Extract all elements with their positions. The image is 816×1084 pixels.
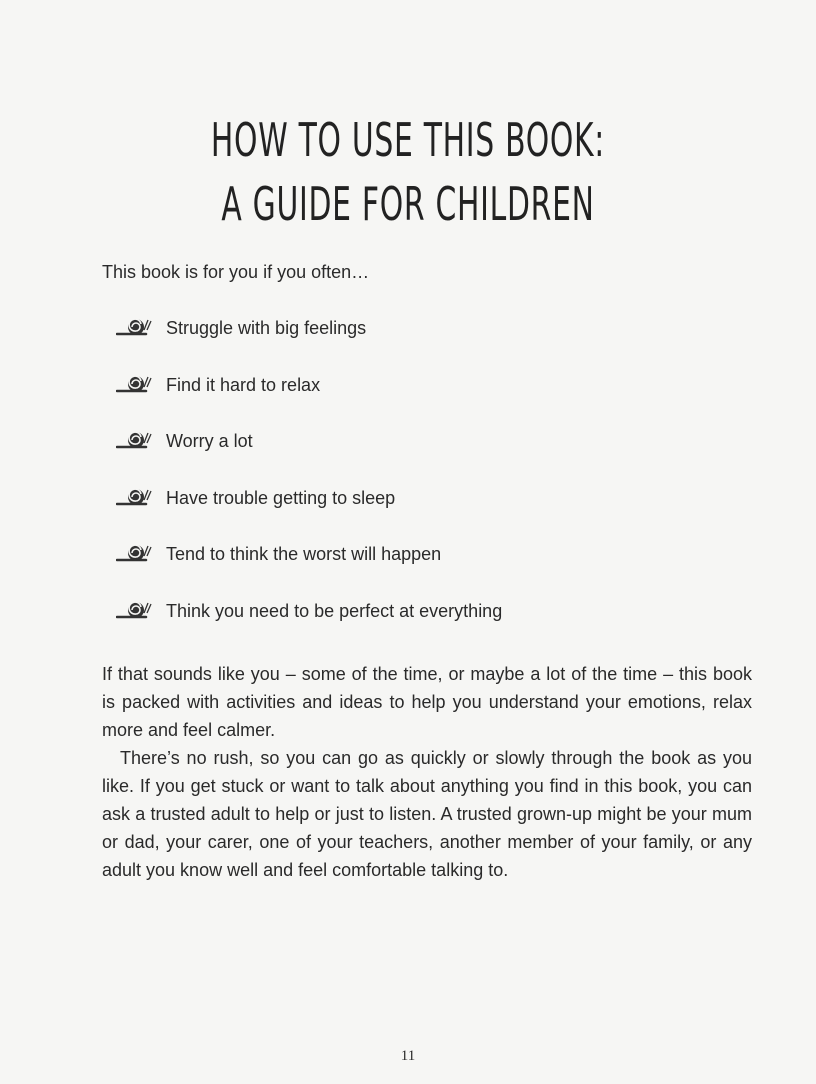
list-item	[116, 318, 502, 375]
intro-text: This book is for you if you often…	[102, 262, 370, 282]
list-item	[116, 375, 502, 432]
paragraph: There’s no rush, so you can go as quickly or slowly through the book as you like. If you get stuck or want to talk about anything you find in this book, you can ask a trusted adult to help or just to listen. A trusted grown-up might be your mum or dad, your carer, one of your teachers, another member of your family, or any adult you know well and feel comfortable talking to.	[102, 748, 752, 880]
list-item-text: Think you need to be perfect at everything	[166, 600, 503, 621]
list-item-text: Find it hard to relax	[166, 374, 321, 395]
title-line-2: A GUIDE FOR CHILDREN	[221, 177, 595, 231]
snail-icon	[116, 316, 152, 338]
list-item	[116, 544, 502, 601]
snail-icon	[116, 486, 152, 508]
list-item	[116, 431, 502, 488]
list-item	[116, 488, 502, 545]
title-line-1: HOW TO USE THIS BOOK:	[210, 113, 606, 167]
list-item	[116, 601, 502, 658]
snail-icon	[116, 542, 152, 564]
body-text	[102, 660, 752, 884]
snail-icon	[116, 429, 152, 451]
list-item-text: Tend to think the worst will happen	[166, 544, 442, 564]
list-item-text: Worry a lot	[166, 431, 253, 451]
snail-icon	[116, 373, 152, 395]
page-title	[114, 108, 702, 236]
list-item-text: Struggle with big feelings	[166, 318, 367, 338]
paragraph: If that sounds like you – some of the time, or maybe a lot of the time – this book is packed with activities and ideas to help you understand your emotions, relax more and feel calmer.	[102, 664, 752, 740]
list-item-text: Have trouble getting to sleep	[166, 487, 396, 508]
page-number: 11	[400, 1048, 416, 1064]
snail-icon	[116, 599, 152, 621]
bullet-list	[116, 318, 502, 657]
